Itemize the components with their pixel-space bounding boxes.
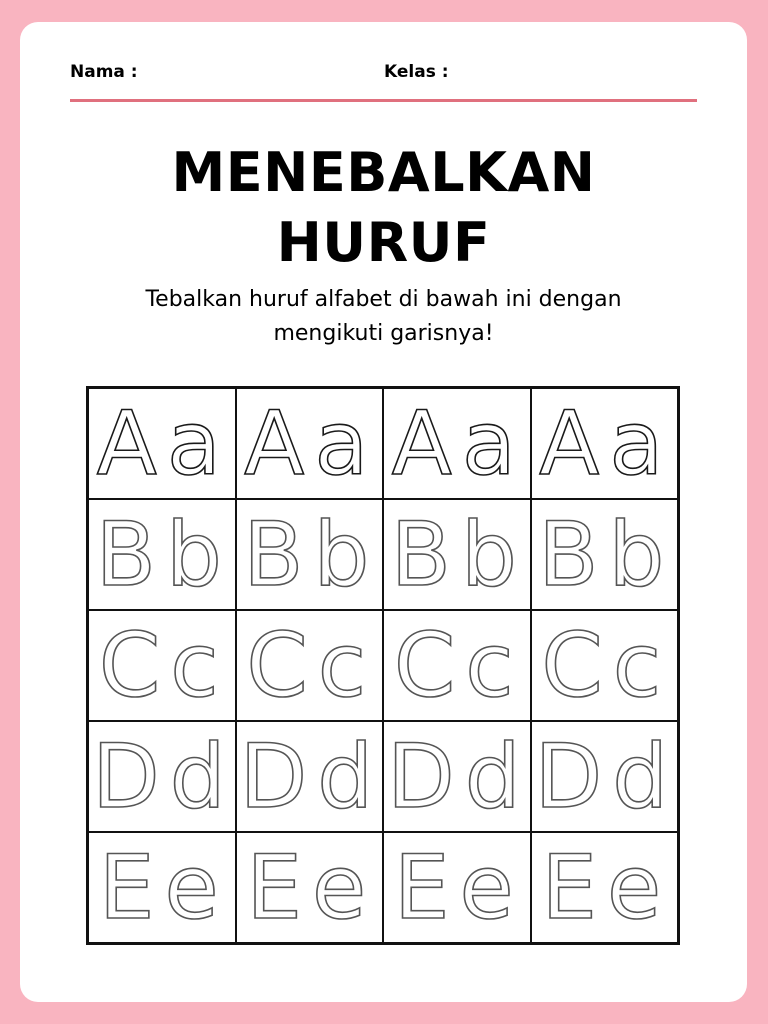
- title-line-1: MENEBALKAN: [171, 141, 596, 204]
- lowercase-letter: d: [464, 724, 527, 828]
- traced-letter-pair: [246, 835, 373, 939]
- traced-letter-pair: [393, 613, 520, 717]
- traced-letter-pair: [98, 835, 225, 939]
- traced-letter-pair: [96, 391, 227, 495]
- trace-cell-a-2: [236, 388, 384, 499]
- trace-cell-d-3: [383, 721, 531, 832]
- trace-cell-b-3: [383, 499, 531, 610]
- lowercase-letter: b: [461, 502, 523, 606]
- instruction-line-2: mengikuti garisnya!: [273, 321, 494, 346]
- uppercase-letter: B: [390, 502, 461, 606]
- uppercase-letter: B: [95, 502, 166, 606]
- lowercase-letter: e: [459, 835, 520, 939]
- lowercase-letter: c: [170, 613, 225, 717]
- trace-cell-a-4: [531, 388, 679, 499]
- trace-cell-e-2: [236, 832, 384, 943]
- lowercase-letter: b: [166, 502, 228, 606]
- uppercase-letter: C: [98, 613, 171, 717]
- trace-cell-b-1: [88, 499, 236, 610]
- lowercase-letter: d: [317, 724, 380, 828]
- trace-cell-e-3: [383, 832, 531, 943]
- uppercase-letter: E: [98, 835, 165, 939]
- lowercase-letter: c: [612, 613, 668, 717]
- lowercase-letter: a: [609, 391, 670, 495]
- traced-letter-pair: [391, 391, 522, 495]
- uppercase-letter: A: [539, 391, 610, 495]
- tracing-grid: [86, 386, 680, 945]
- uppercase-letter: D: [239, 724, 318, 828]
- lowercase-letter: a: [461, 391, 522, 495]
- trace-cell-a-1: [88, 388, 236, 499]
- lowercase-letter: e: [164, 835, 225, 939]
- trace-cell-d-4: [531, 721, 679, 832]
- trace-cell-a-3: [383, 388, 531, 499]
- traced-letter-pair: [246, 613, 373, 717]
- traced-letter-pair: [538, 502, 671, 606]
- trace-cell-e-4: [531, 832, 679, 943]
- traced-letter-pair: [541, 613, 668, 717]
- traced-letter-pair: [95, 502, 228, 606]
- uppercase-letter: C: [393, 613, 466, 717]
- trace-cell-d-1: [88, 721, 236, 832]
- instruction-line-1: Tebalkan huruf alfabet di bawah ini dengan: [145, 287, 622, 312]
- traced-letter-pair: [393, 835, 520, 939]
- lowercase-letter: c: [465, 613, 520, 717]
- class-label: Kelas :: [384, 62, 449, 82]
- traced-letter-pair: [243, 502, 376, 606]
- uppercase-letter: D: [91, 724, 170, 828]
- uppercase-letter: E: [393, 835, 460, 939]
- worksheet-page: [20, 22, 747, 1002]
- traced-letter-pair: [239, 724, 380, 828]
- trace-cell-c-3: [383, 610, 531, 721]
- uppercase-letter: D: [534, 724, 613, 828]
- uppercase-letter: A: [244, 391, 315, 495]
- trace-cell-e-1: [88, 832, 236, 943]
- lowercase-letter: b: [608, 502, 671, 606]
- trace-cell-b-2: [236, 499, 384, 610]
- trace-cell-b-4: [531, 499, 679, 610]
- uppercase-letter: B: [538, 502, 609, 606]
- lowercase-letter: c: [317, 613, 373, 717]
- uppercase-letter: E: [541, 835, 607, 939]
- uppercase-letter: C: [246, 613, 318, 717]
- traced-letter-pair: [91, 724, 232, 828]
- traced-letter-pair: [386, 724, 527, 828]
- traced-letter-pair: [98, 613, 225, 717]
- name-label: Nama :: [70, 62, 138, 82]
- trace-cell-c-4: [531, 610, 679, 721]
- uppercase-letter: A: [96, 391, 167, 495]
- traced-letter-pair: [541, 835, 668, 939]
- uppercase-letter: C: [541, 613, 613, 717]
- lowercase-letter: d: [169, 724, 232, 828]
- uppercase-letter: E: [246, 835, 312, 939]
- trace-cell-c-2: [236, 610, 384, 721]
- lowercase-letter: b: [313, 502, 376, 606]
- uppercase-letter: B: [243, 502, 314, 606]
- traced-letter-pair: [244, 391, 375, 495]
- traced-letter-pair: [534, 724, 675, 828]
- lowercase-letter: e: [311, 835, 373, 939]
- lowercase-letter: e: [606, 835, 668, 939]
- uppercase-letter: D: [386, 724, 465, 828]
- traced-letter-pair: [390, 502, 523, 606]
- header-underline: [70, 99, 697, 102]
- trace-cell-c-1: [88, 610, 236, 721]
- lowercase-letter: d: [612, 724, 675, 828]
- traced-letter-pair: [539, 391, 670, 495]
- lowercase-letter: a: [314, 391, 375, 495]
- trace-cell-d-2: [236, 721, 384, 832]
- lowercase-letter: a: [166, 391, 227, 495]
- title-line-2: HURUF: [276, 211, 491, 274]
- uppercase-letter: A: [391, 391, 462, 495]
